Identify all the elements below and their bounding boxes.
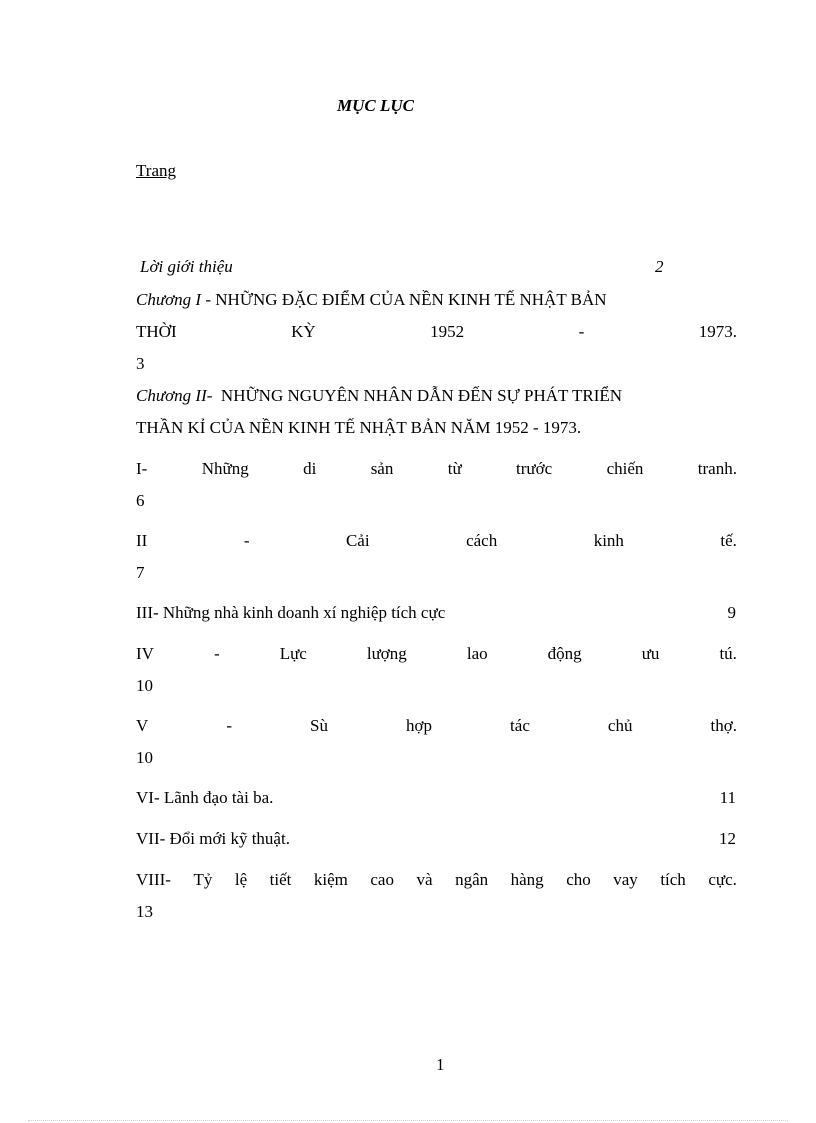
word: cách	[466, 531, 498, 550]
page-title: MỤC LỤC	[337, 96, 414, 115]
chapter2-line2: THẦN KỈ CỦA NỀN KINH TẾ NHẬT BẢN NĂM 1952 - 1973.	[136, 418, 582, 437]
word: di	[303, 459, 317, 478]
word: lượng	[366, 644, 407, 663]
chapter2-prefix: Chương II-	[136, 386, 213, 405]
word: thợ.	[710, 716, 737, 735]
word: VIII-	[136, 870, 171, 889]
word: Sù	[310, 716, 328, 735]
word: chiến	[606, 459, 644, 478]
word: tiết	[269, 870, 292, 889]
chapter1-prefix: Chương I	[136, 290, 202, 309]
word: vay	[613, 870, 638, 889]
chapter1-page: 3	[136, 354, 145, 373]
item-viii-line	[136, 870, 737, 890]
word: sản	[370, 459, 394, 478]
word: lệ	[234, 870, 248, 889]
intro-page: 2	[655, 257, 664, 276]
word: -	[243, 531, 250, 550]
word: tích	[660, 870, 686, 889]
chapter2-line1	[136, 386, 622, 406]
word: -	[578, 322, 585, 341]
word: -	[213, 644, 220, 663]
trang-label: Trang	[136, 161, 176, 180]
item-vii-page: 12	[719, 829, 736, 848]
item-ii-line	[136, 531, 737, 551]
chapter1-title: - NHỮNG ĐẶC ĐIỂM CỦA NỀN KINH TẾ NHẬT BẢN	[201, 290, 607, 309]
item-iii-text: III- Những nhà kinh doanh xí nghiệp tích cực	[136, 603, 446, 622]
word: hợp	[406, 716, 433, 735]
word: -	[226, 716, 232, 735]
word: ngân	[455, 870, 489, 889]
word: ưu	[641, 644, 660, 663]
word: lao	[466, 644, 488, 663]
word: Cải	[345, 531, 370, 550]
word: cao	[370, 870, 394, 889]
word: 1973.	[698, 322, 737, 341]
word: V	[136, 716, 149, 735]
word: cho	[566, 870, 591, 889]
chapter1-line1	[136, 290, 607, 310]
word: THỜI	[136, 322, 177, 341]
item-viii-page: 13	[136, 902, 153, 921]
item-iv-line	[136, 644, 737, 664]
chapter2-title: NHỮNG NGUYÊN NHÂN DẪN ĐẾN SỰ PHÁT TRIỂN	[212, 386, 623, 405]
word: tú.	[719, 644, 737, 663]
word: trước	[516, 459, 553, 478]
chapter1-line2	[136, 322, 737, 342]
page-number: 1	[436, 1055, 445, 1074]
word: hàng	[510, 870, 544, 889]
word: kinh	[593, 531, 624, 550]
word: Lực	[279, 644, 307, 663]
word: kiệm	[313, 870, 348, 889]
word: tác	[510, 716, 530, 735]
word: IV	[136, 644, 154, 663]
page-bottom-divider	[28, 1120, 788, 1121]
word: 1952	[430, 322, 465, 341]
intro-label: Lời giới thiệu	[140, 257, 233, 276]
word: II	[136, 531, 148, 550]
word: và	[416, 870, 433, 889]
item-iv-page: 10	[136, 676, 153, 695]
word: I-	[136, 459, 148, 478]
word: KỲ	[291, 322, 316, 341]
item-i-line	[136, 459, 737, 479]
item-v-page: 10	[136, 748, 153, 767]
item-iii-page: 9	[727, 603, 736, 622]
word: tranh.	[697, 459, 737, 478]
word: chủ	[607, 716, 633, 735]
item-v-line	[136, 716, 737, 736]
item-i-page: 6	[136, 491, 145, 510]
word: tế.	[720, 531, 737, 550]
word: cực.	[708, 870, 737, 889]
item-vii-text: VII- Đổi mới kỹ thuật.	[136, 829, 290, 848]
word: động	[547, 644, 582, 663]
item-vi-page: 11	[719, 788, 736, 807]
word: từ	[447, 459, 462, 478]
item-ii-page: 7	[136, 563, 145, 582]
item-vi-text: VI- Lãnh đạo tài ba.	[136, 788, 274, 807]
word: Tỷ	[193, 870, 213, 889]
word: Những	[201, 459, 249, 478]
